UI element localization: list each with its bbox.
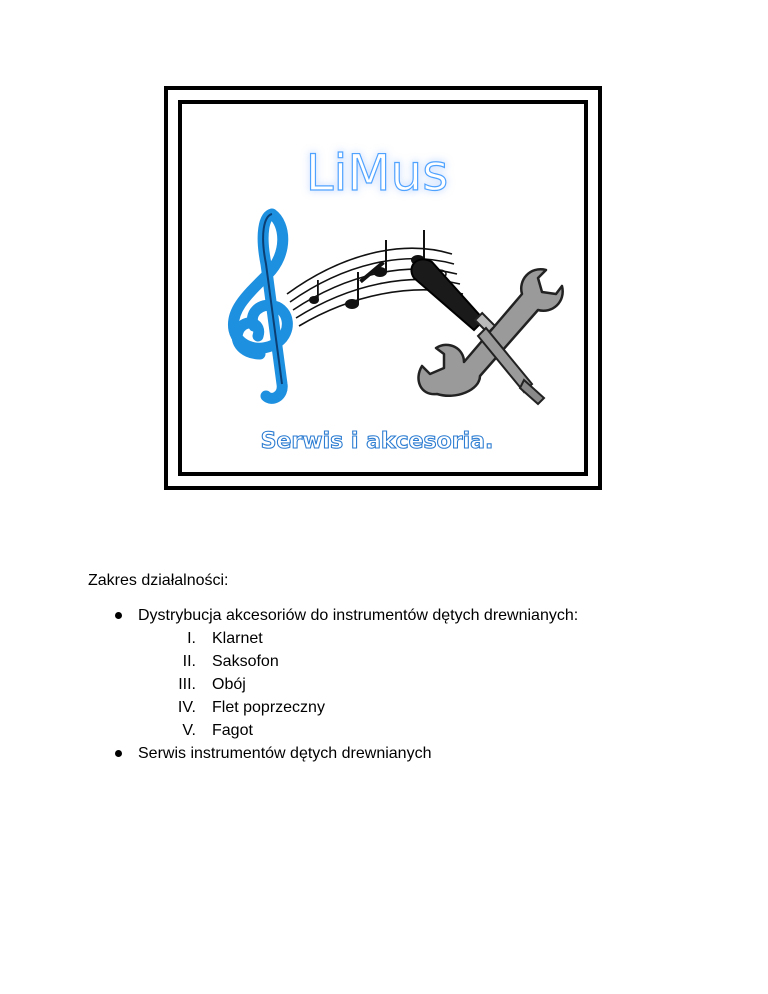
logo-frame xyxy=(164,86,602,490)
logo-title: LiMus xyxy=(305,144,449,202)
instrument-name: Obój xyxy=(212,676,246,693)
instrument-name: Saksofon xyxy=(212,653,279,670)
sublist-item xyxy=(138,696,578,719)
section-heading: Zakres działalności: xyxy=(88,572,229,589)
sublist-item xyxy=(138,673,578,696)
roman-sublist xyxy=(138,627,578,742)
list-item-text: Dystrybucja akcesoriów do instrumentów dętych drewnianych: xyxy=(138,607,579,624)
list-item xyxy=(110,604,578,742)
sublist-item xyxy=(138,719,578,742)
roman-numeral: I. xyxy=(187,630,196,647)
logo-artwork xyxy=(182,104,584,472)
logo-inner-frame xyxy=(178,100,588,476)
instrument-name: Fagot xyxy=(212,722,253,739)
bullet-list xyxy=(110,604,578,765)
bullet-icon xyxy=(115,750,122,757)
sublist-item xyxy=(138,650,578,673)
roman-numeral: IV. xyxy=(177,699,196,716)
treble-clef-icon xyxy=(233,214,287,398)
roman-numeral: II. xyxy=(182,653,196,670)
instrument-name: Flet poprzeczny xyxy=(212,699,325,716)
list-item-text: Serwis instrumentów dętych drewnianych xyxy=(138,745,432,762)
bullet-icon xyxy=(115,612,122,619)
instrument-name: Klarnet xyxy=(212,630,263,647)
logo-subtitle: Serwis i akcesoria. xyxy=(260,429,494,454)
list-item xyxy=(110,742,578,765)
sublist-item xyxy=(138,627,578,650)
roman-numeral: III. xyxy=(178,676,196,693)
roman-numeral: V. xyxy=(182,722,196,739)
